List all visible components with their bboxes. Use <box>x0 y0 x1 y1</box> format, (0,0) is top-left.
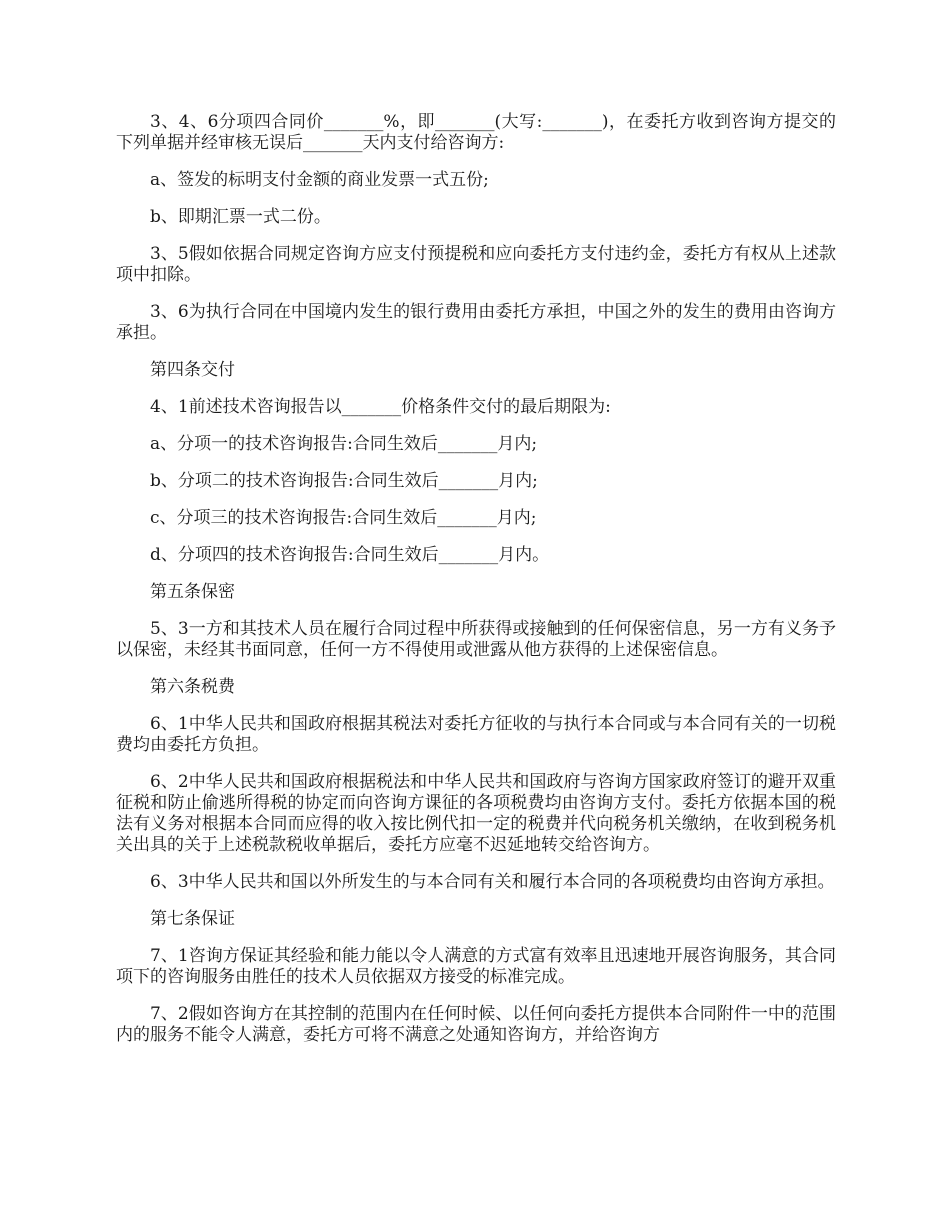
section-heading-taxes: 第六条税费 <box>150 677 235 697</box>
section-heading-warranty: 第七条保证 <box>150 909 235 929</box>
paragraph-6-3-foreign-taxes: 6、3中华人民共和国以外所发生的与本合同有关和履行本合同的各项税费均由咨询方承担。 <box>150 872 835 892</box>
paragraph-7-2-unsatisfactory-service: 7、2假如咨询方在其控制的范围内在任何时候、以任何向委托方提供本合同附件一中的范围内的服务不能令人满意，委托方可将不满意之处通知咨询方，并给咨询方 <box>116 1004 836 1045</box>
paragraph-6-1-client-taxes: 6、1中华人民共和国政府根据其税法对委托方征收的与执行本合同或与本合同有关的一切税费均由委托方负担。 <box>116 714 836 755</box>
list-item-b-report-two: b、分项二的技术咨询报告:合同生效后_______月内; <box>150 471 538 491</box>
paragraph-3-4-payment: 3、4、6分项四合同价_______%，即_______(大写:_______)，在委托方收到咨询方提交的下列单据并经审核无误后_______天内支付给咨询方: <box>116 112 836 153</box>
section-heading-confidentiality: 第五条保密 <box>150 582 235 602</box>
paragraph-7-1-warranty: 7、1咨询方保证其经验和能力能以令人满意的方式富有效率且迅速地开展咨询服务，其合同项下的咨询服务由胜任的技术人员依据双方接受的标准完成。 <box>116 946 836 987</box>
document-body <box>116 112 836 1062</box>
paragraph-3-6-bank-fees: 3、6为执行合同在中国境内发生的银行费用由委托方承担，中国之外的发生的费用由咨询方承担。 <box>116 302 836 343</box>
list-item-a-invoice: a、签发的标明支付金额的商业发票一式五份; <box>150 170 489 190</box>
paragraph-6-2-consultant-taxes: 6、2中华人民共和国政府根据税法和中华人民共和国政府与咨询方国家政府签订的避开双重征税和防止偷逃所得税的协定而向咨询方课征的各项税费均由咨询方支付。委托方依据本国的税法有义务对根据本合同而应得的收入按比例代扣一定的税费并代向税务机关缴纳，在收到税务机关出具的关于上述税款税收单据后，委托方应毫不迟延地转交给咨询方。 <box>116 772 836 855</box>
paragraph-4-1-deadline: 4、1前述技术咨询报告以_______价格条件交付的最后期限为: <box>150 397 611 417</box>
list-item-d-report-four: d、分项四的技术咨询报告:合同生效后_______月内。 <box>150 545 550 565</box>
list-item-a-report-one: a、分项一的技术咨询报告:合同生效后_______月内; <box>150 434 538 454</box>
list-item-b-draft: b、即期汇票一式二份。 <box>150 207 331 227</box>
paragraph-3-5-withholding: 3、5假如依据合同规定咨询方应支付预提税和应向委托方支付违约金，委托方有权从上述款项中扣除。 <box>116 244 836 285</box>
paragraph-5-3-confidential-info: 5、3一方和其技术人员在履行合同过程中所获得或接触到的任何保密信息，另一方有义务予以保密，未经其书面同意，任何一方不得使用或泄露从他方获得的上述保密信息。 <box>116 619 836 660</box>
list-item-c-report-three: c、分项三的技术咨询报告:合同生效后_______月内; <box>150 508 537 528</box>
section-heading-delivery: 第四条交付 <box>150 360 235 380</box>
